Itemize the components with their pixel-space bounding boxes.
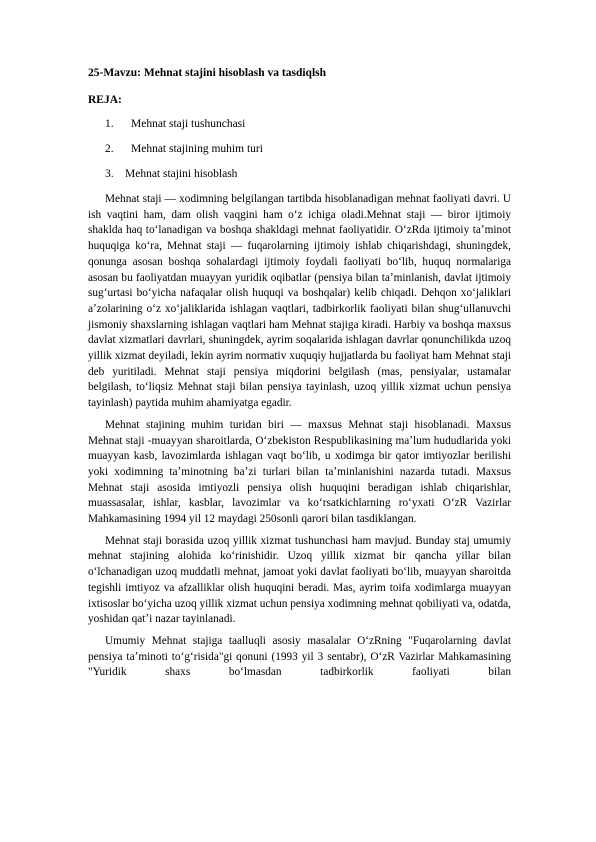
- document-title: 25-Mavzu: Mehnat stajini hisoblash va tasdiqlsh: [88, 67, 327, 79]
- plan-item: [88, 117, 511, 132]
- plan-item-number: 2.: [105, 143, 114, 155]
- plan-heading: REJA:: [88, 94, 122, 106]
- plan-item-text: Mehnat staji tushunchasi: [131, 118, 246, 130]
- plan-list: [88, 117, 511, 182]
- plan-item-number: 1.: [105, 118, 114, 130]
- paragraph-umumiy-staj: Umumiy Mehnat stajiga taalluqli asosiy masalalar O‘zRning "Fuqarolarning davlat pensiya taʼminoti to‘g‘risida"gi qonuni (1993 yil 3 sentabr), O‘zR Vazirlar Mahkamasining "Yuridik shaxs bo‘lmasdan tadbirkorlik faoliyati bilan: [88, 634, 511, 679]
- plan-item-number: 3.: [105, 168, 114, 180]
- plan-item: [88, 142, 511, 157]
- document-page: [88, 66, 511, 681]
- plan-item-text: Mehnat stajining muhim turi: [131, 143, 263, 155]
- paragraph-mehnat-staji: Mehnat staji — xodimning belgilangan tartibda hisoblanadigan mehnat faoliyati davri. U ish vaqtini ham, dam olish vaqgini ham o‘z ichiga oladi.Mehnat staji — biror ijtimoiy shaklda haq to‘lanadigan va boshqa shakldagi mehnat faoliyatidir. O‘zRda ijtimoiy taʼminot huquqiga ko‘ra, Mehnat staji — fuqarolarning ijtimoiy ishlab chiqarishdagi, shuningdek, qonunga asosan boshqa sohalardagi ijtimoiy foydali faoliyati bo‘lib, huquq normalariga asosan bu faoliyatdan muayyan yuridik oqibatlar (pensiya bilan taʼminlanish, davlat ijtimoiy sug‘urtasi bo‘yicha nafaqalar olish huquqi va boshqalar) kelib chiqadi. Dehqon xo‘jaliklari aʼzolarining o‘z xo‘jaliklarida ishlagan vaqtlari, tadbirkorlik faoliyati bilan shug‘ullanuvchi jismoniy shaxslarning ishlagan vaqtlari ham Mehnat stajiga kiradi. Harbiy va boshqa maxsus davlat xizmatlari davrlari, shuningdek, ayrim soqalarida ishlagan davrlar qonunchilikda uzoq yillik xizmat deyiladi, lekin ayrim normativ xuquqiy hujjatlarda bu faoliyat ham Mehnat staji deb yuritiladi. Mehnat staji pensiya miqdorini belgilash (mas, pensiyalar, ustamalar belgilash, to‘liqsiz Mehnat staji bilan pensiya tayinlash, uzoq yillik xizmat uchun pensiya tayinlash) paytida muhim ahamiyatga egadir.: [88, 193, 511, 410]
- plan-item: [88, 167, 511, 182]
- plan-item-text: Mehnat stajini hisoblash: [125, 168, 238, 180]
- paragraph-maxsus-staj: Mehnat stajining muhim turidan biri — maxsus Mehnat staji hisoblanadi. Maxsus Mehnat staji -muayyan sharoitlarda, O‘zbekiston Respublikasining maʼlum hududlarida yoki muayyan kasb, lavozimlarda ishlagan vaqt bo‘lib, u xodimga bir qator imtiyozlar berilishi yoki xodimning taʼminotning baʼzi turlari bilan taʼminlanishini nazarda tutadi. Maxsus Mehnat staji asosida imtiyozli pensiya olish huquqini beradigan ishlab chiqarishlar, muassasalar, ishlar, kasblar, lavozimlar va ko‘rsatkichlarning ro‘yxati O‘zR Vazirlar Mahkamasining 1994 yil 12 maydagi 250sonli qarori bilan tasdiklangan.: [88, 418, 511, 526]
- paragraph-uzoq-yillik-xizmat: Mehnat staji borasida uzoq yillik xizmat tushunchasi ham mavjud. Bunday staj umumiy mehnat stajining alohida ko‘rinishidir. Uzoq yillik xizmat bir qancha yillar bilan o‘lchanadigan uzoq muddatli mehnat, jamoat yoki davlat faoliyati bo‘lib, muayyan sharoitda tegishli imtiyoz va afzalliklar olish huquqini beradi. Mas, ayrim toifa xodimlarga muayyan ixtisoslar bo‘yicha uzoq yillik xizmat uchun pensiya xodimning mehnat qobiliyati va, odatda, yoshidan qatʼi nazar tayinlanadi.: [88, 534, 511, 626]
